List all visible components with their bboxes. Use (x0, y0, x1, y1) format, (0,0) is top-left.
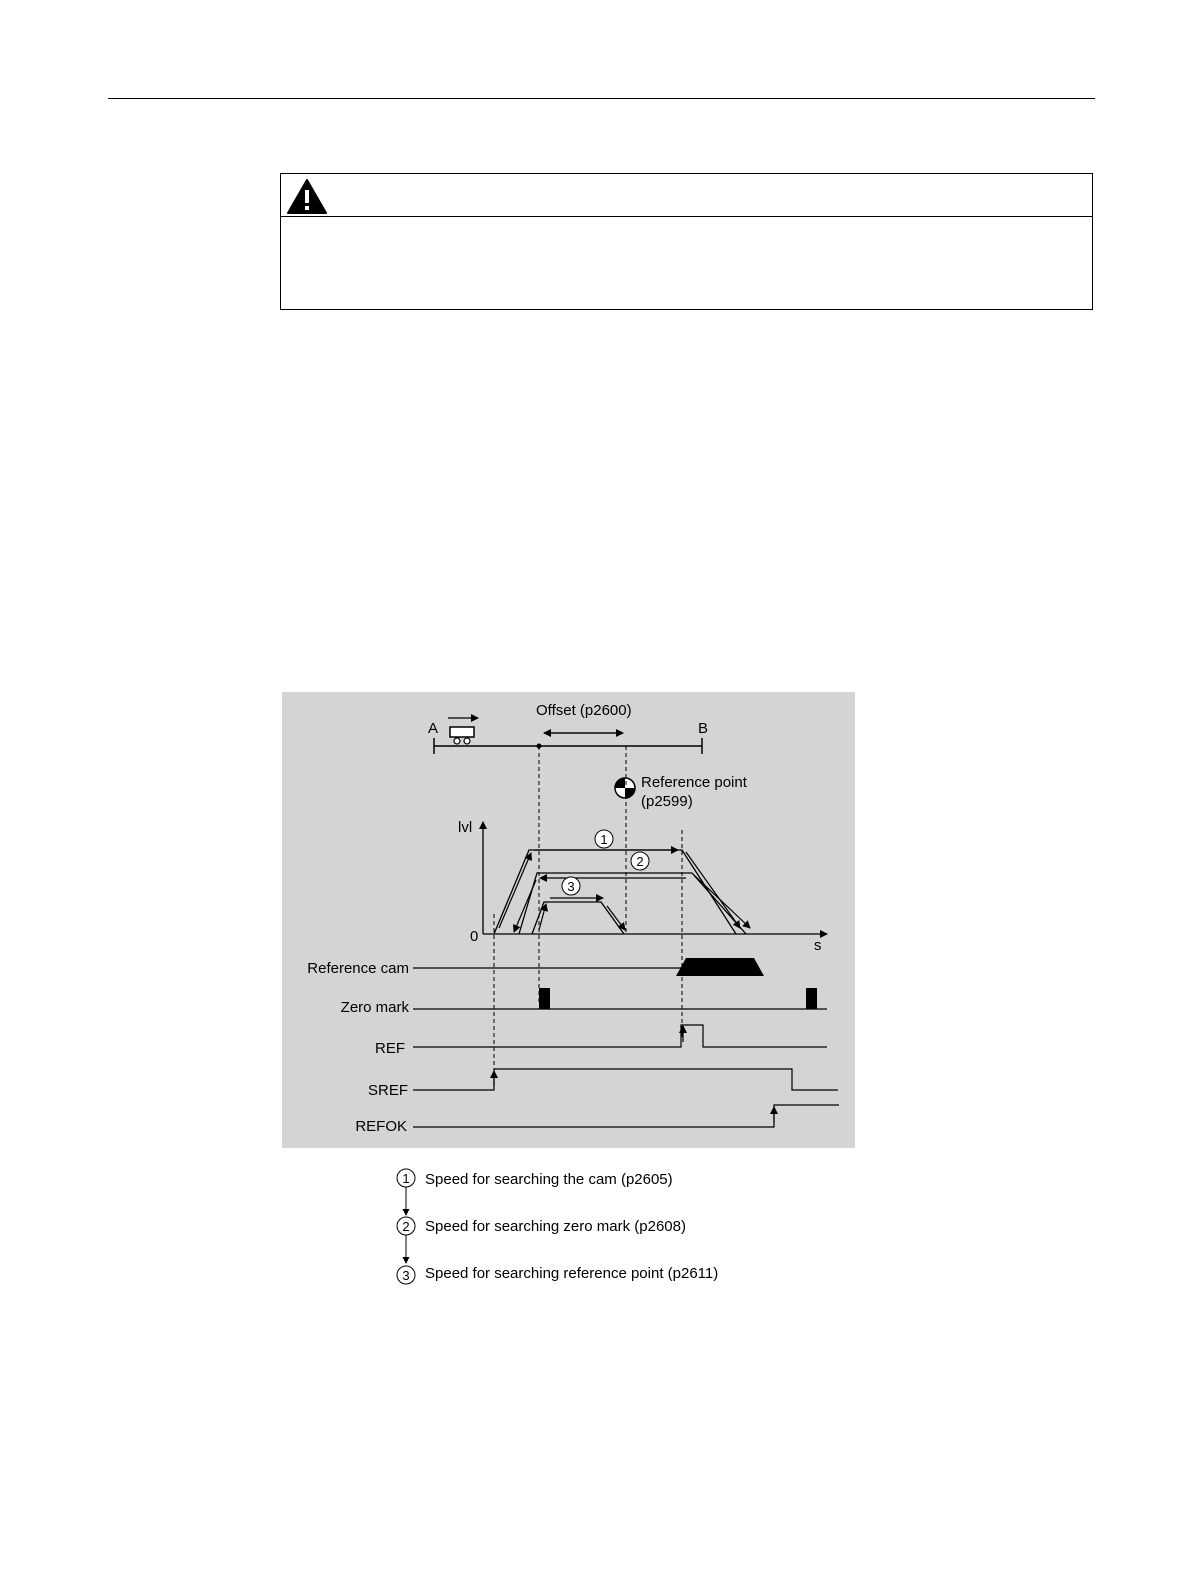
svg-text:2: 2 (636, 854, 644, 869)
svg-text:2: 2 (402, 1219, 410, 1234)
marker-2 (631, 852, 649, 870)
legend-marker-3 (397, 1266, 415, 1284)
legend (394, 1166, 814, 1290)
marker-1 (595, 830, 613, 848)
legend-marker-1 (397, 1169, 415, 1187)
marker-3 (562, 877, 580, 895)
warning-header (281, 174, 1092, 217)
refok-label: REFOK (355, 1118, 407, 1135)
reference-point-icon (615, 778, 635, 798)
origin-label: 0 (470, 928, 479, 945)
warning-box (280, 173, 1093, 310)
zero-mark-pulse-1 (539, 988, 550, 1009)
legend-label-3: Speed for searching reference point (p2611) (425, 1265, 719, 1282)
cart-icon (448, 718, 478, 744)
homing-diagram-svg (282, 692, 855, 1148)
homing-diagram (282, 692, 855, 1148)
zero-mark-label: Zero mark (340, 999, 409, 1016)
svg-text:1: 1 (600, 832, 608, 847)
legend-markers (394, 1166, 424, 1290)
x-axis-label: s (814, 937, 822, 954)
legend-label-1: Speed for searching the cam (p2605) (425, 1171, 673, 1188)
zero-mark-pulse-2 (806, 988, 817, 1009)
direction-arrows (499, 850, 750, 932)
sref-line (413, 1069, 838, 1090)
point-a-label: A (428, 720, 439, 737)
reference-cam-shape (676, 958, 764, 976)
sref-label: SREF (367, 1082, 408, 1099)
svg-text:3: 3 (567, 879, 575, 894)
header-rule (108, 98, 1095, 99)
point-b-label: B (698, 720, 709, 737)
reference-point-label-2: (p2599) (641, 793, 693, 810)
svg-text:1: 1 (402, 1171, 410, 1186)
legend-label-2: Speed for searching zero mark (p2608) (425, 1218, 686, 1235)
offset-label: Offset (p2600) (536, 702, 632, 719)
speed-profiles (494, 850, 746, 934)
legend-marker-2 (397, 1217, 415, 1235)
ref-label: REF (375, 1040, 405, 1057)
travel-line (434, 738, 702, 754)
warning-triangle-icon (286, 177, 328, 215)
y-axis-label: lvl (458, 819, 473, 836)
svg-text:3: 3 (402, 1268, 410, 1283)
refok-line (413, 1105, 839, 1127)
ref-line (413, 1025, 827, 1047)
reference-point-label-1: Reference point (641, 774, 747, 791)
reference-cam-label: Reference cam (307, 960, 409, 977)
